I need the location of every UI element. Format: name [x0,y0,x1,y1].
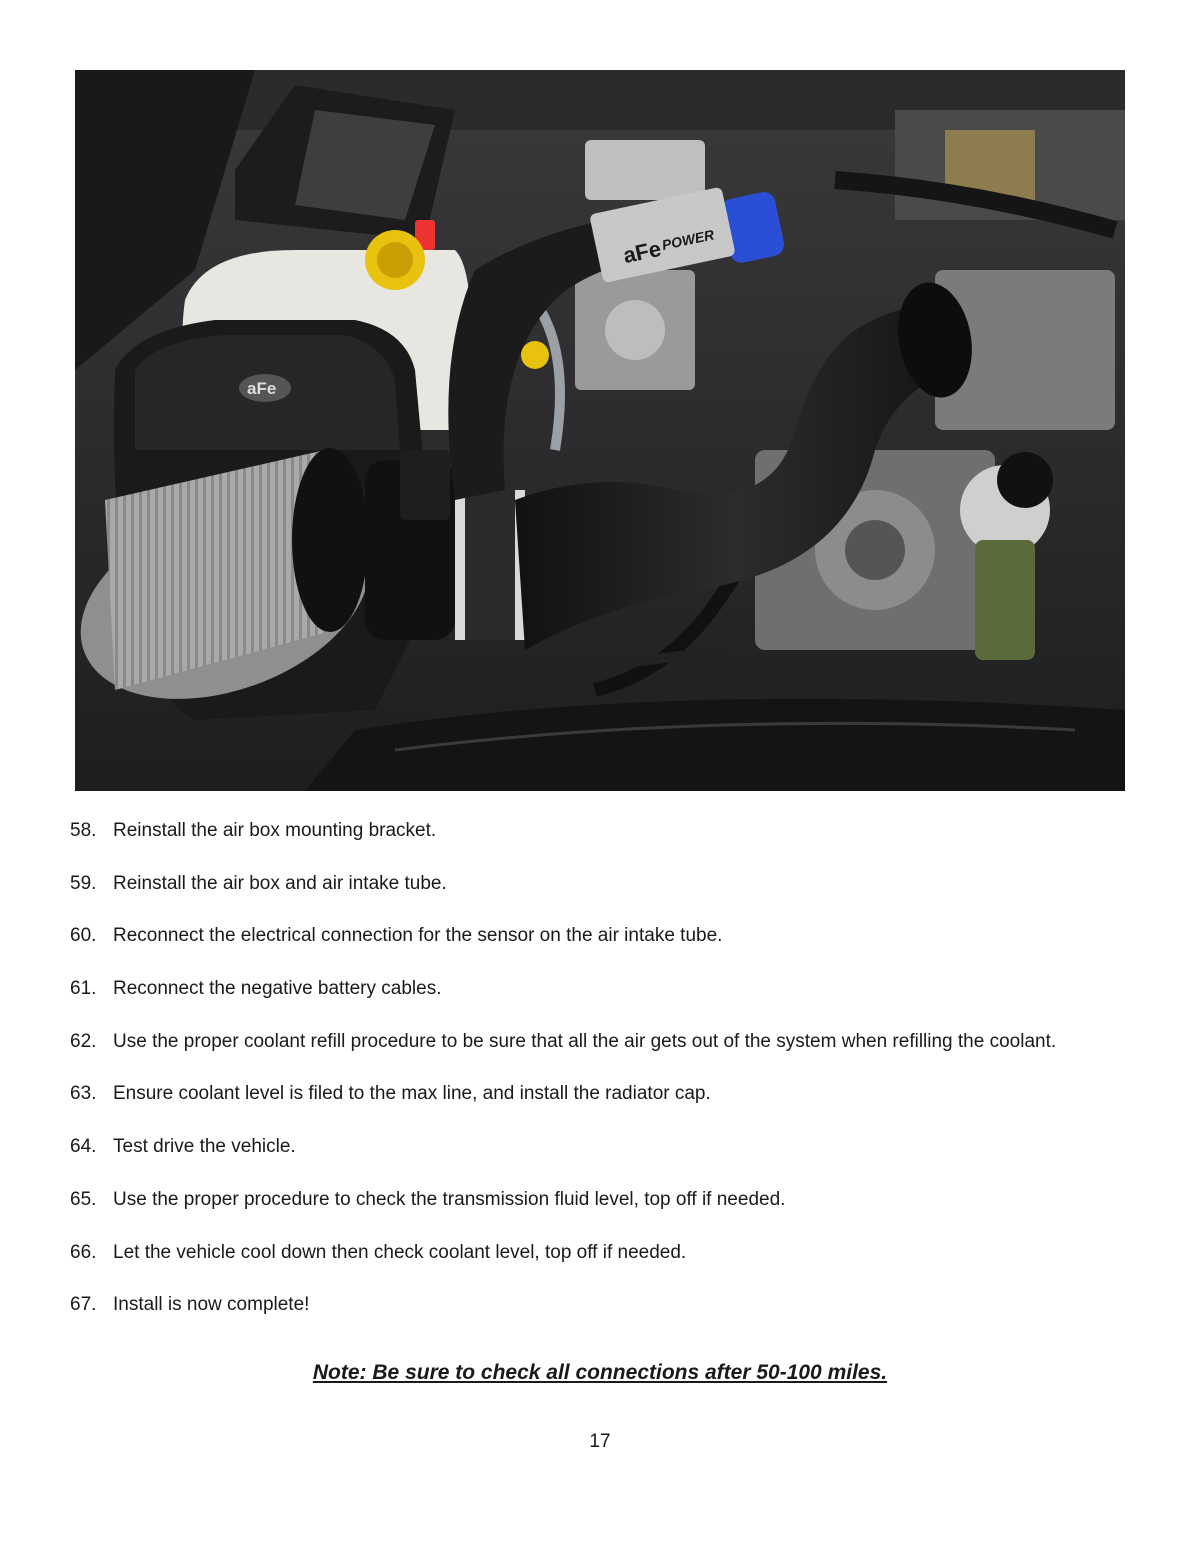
install-steps-list [70,818,1150,1345]
step-number: 64. [70,1136,97,1158]
step-text: Use the proper procedure to check the transmission fluid level, top off if needed. [113,1188,786,1210]
step-item [70,1292,1150,1345]
step-item [70,1187,1150,1240]
step-number: 58. [70,820,97,841]
step-item [70,1029,1150,1082]
connections-note: Note: Be sure to check all connections after 50-100 miles. [312,1361,888,1384]
step-text: Install is now complete! [113,1294,310,1316]
step-text: Reconnect the negative battery cables. [113,978,442,1000]
filter-brand-logo: aFe [247,379,277,398]
step-text: Reconnect the electrical connection for the sensor on the air intake tube. [113,925,723,947]
step-text: Ensure coolant level is filed to the max line, and install the radiator cap. [113,1083,711,1105]
step-number: 62. [70,1030,97,1052]
step-text: Test drive the vehicle. [113,1136,296,1158]
step-number: 61. [70,978,97,1000]
step-number: 63. [70,1083,97,1105]
page-number: 17 [589,1431,611,1452]
step-number: 59. [70,872,97,894]
step-text: Let the vehicle cool down then check coolant level, top off if needed. [113,1241,687,1263]
step-item [70,1240,1150,1293]
step-number: 65. [70,1188,97,1210]
step-item [70,818,1150,871]
step-number: 67. [70,1294,97,1316]
step-text: Reinstall the air box mounting bracket. [113,820,437,841]
tube-brand-logo-bottom: POWER [660,226,716,254]
step-item [70,871,1150,924]
step-item [70,1134,1150,1187]
tube-brand-logo-top: aFe [620,235,664,269]
step-item [70,1081,1150,1134]
step-number: 60. [70,925,97,947]
step-item [70,923,1150,976]
step-text: Use the proper coolant refill procedure to be sure that all the air gets out of the system when refilling the coolant. [113,1030,1057,1052]
step-number: 66. [70,1241,97,1263]
step-text: Reinstall the air box and air intake tube. [113,872,447,894]
step-item [70,976,1150,1029]
engine-bay-photo [75,70,1125,791]
engine-bay-illustration [75,70,1125,791]
